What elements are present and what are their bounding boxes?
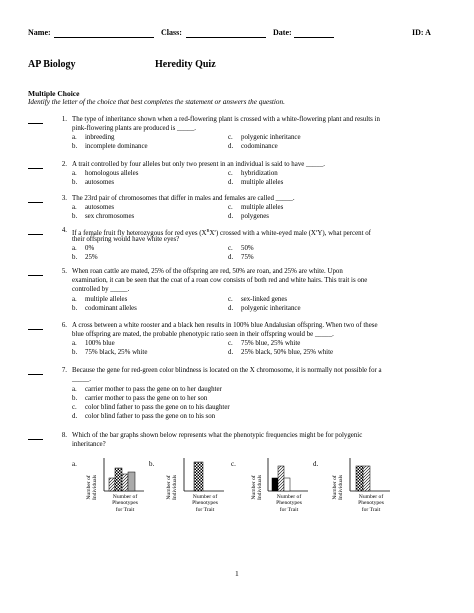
answer-blank[interactable]: [28, 202, 43, 203]
bar: [284, 478, 290, 491]
graph-a-chart: [104, 458, 144, 492]
question-number: 7.: [61, 367, 67, 374]
graph-d-ylabel: Number of Individuals: [332, 474, 345, 500]
choice-d[interactable]: d. 25% black, 50% blue, 25% white: [228, 349, 334, 356]
graph-a-ylabel: Number of Individuals: [86, 474, 99, 500]
answer-blank[interactable]: [28, 123, 43, 124]
answer-blank[interactable]: [28, 234, 43, 235]
quiz-title: Heredity Quiz: [155, 59, 216, 70]
choice-b[interactable]: b. codominant alleles: [72, 305, 137, 312]
question-stem: Which of the bar graphs shown below represents what the phenotypic frequencies might be for polygenic: [72, 432, 363, 439]
question-stem: controlled by _____.: [72, 286, 130, 293]
question-stem: A trait controlled by four alleles but only two present in an individual is said to have _____.: [72, 161, 325, 168]
choice-c[interactable]: c. 75% blue, 25% white: [228, 340, 301, 347]
choice-c[interactable]: c. multiple alleles: [228, 204, 284, 211]
bar: [109, 478, 115, 491]
choice-c[interactable]: c. color blind father to pass the gene on to his daughter: [72, 404, 230, 411]
question-stem: When roan cattle are mated, 25% of the offspring are red, 50% are roan, and 25% are white. Upon: [72, 268, 343, 275]
answer-blank[interactable]: [28, 329, 43, 330]
bar: [122, 474, 128, 491]
question-stem: pink-flowering plants are produced is _____.: [72, 125, 197, 132]
question-stem: The 23rd pair of chromosomes that differ in males and females are called _____.: [72, 195, 295, 202]
course-title: AP Biology: [28, 59, 76, 70]
choice-d[interactable]: d. 75%: [228, 254, 254, 261]
id-label: ID: A: [412, 28, 431, 37]
graph-c-letter[interactable]: c.: [231, 460, 236, 468]
bar: [115, 468, 122, 491]
question-number: 2.: [61, 161, 67, 168]
instructions: Identify the letter of the choice that best completes the statement or answers the question.: [28, 98, 285, 106]
question-stem: inheritance?: [72, 441, 106, 448]
graph-b-ylabel: Number of Individuals: [166, 474, 179, 500]
choice-a[interactable]: a. 100% blue: [72, 340, 115, 347]
choice-b[interactable]: b. incomplete dominance: [72, 143, 148, 150]
choice-c[interactable]: c. sex-linked genes: [228, 296, 288, 303]
date-line[interactable]: [294, 37, 334, 38]
question-number: 3.: [61, 195, 67, 202]
question-stem: blue offspring are mated, the probable phenotypic ratio seen in their offspring would be _____.: [72, 331, 334, 338]
bar: [278, 466, 284, 491]
question-number: 6.: [61, 322, 67, 329]
choice-c[interactable]: c. hybridization: [228, 170, 278, 177]
graph-b-chart: [184, 458, 224, 492]
choice-c[interactable]: c. polygenic inheritance: [228, 134, 301, 141]
section-heading: Multiple Choice: [28, 89, 80, 98]
choice-d[interactable]: d. codominance: [228, 143, 278, 150]
choice-b[interactable]: b. 25%: [72, 254, 98, 261]
question-stem: _____.: [72, 376, 91, 383]
bar: [272, 478, 278, 491]
question-stem: their offspring would have white eyes?: [72, 236, 180, 243]
bar: [356, 466, 363, 491]
graph-a-letter[interactable]: a.: [72, 460, 77, 468]
choice-b[interactable]: b. autosomes: [72, 179, 115, 186]
graph-d-chart: [350, 458, 390, 492]
question-stem: A cross between a white rooster and a black hen results in 100% blue Andalusian offspring. When two of these: [72, 322, 378, 329]
question-number: 1.: [61, 116, 67, 123]
graph-a-xlabel: Number of Phenotypes for Trait: [112, 494, 138, 513]
choice-b[interactable]: b. 75% black, 25% white: [72, 349, 148, 356]
question-stem: Because the gene for red-green color blindness is located on the X chromosome, it is normally not possible for a: [72, 367, 382, 374]
bar: [363, 466, 370, 491]
choice-c[interactable]: c. 50%: [228, 245, 254, 252]
answer-blank[interactable]: [28, 275, 43, 276]
answer-blank[interactable]: [28, 168, 43, 169]
choice-a[interactable]: a. carrier mother to pass the gene on to her daughter: [72, 386, 222, 393]
bar: [194, 462, 203, 491]
graph-c-xlabel: Number of Phenotypes for Trait: [276, 494, 302, 513]
question-number: 8.: [61, 432, 67, 439]
graph-b-xlabel: Number of Phenotypes for Trait: [192, 494, 218, 513]
choice-d[interactable]: d. polygenes: [228, 213, 269, 220]
graph-b-letter[interactable]: b.: [149, 460, 155, 468]
question-number: 5.: [61, 268, 67, 275]
choice-a[interactable]: a. multiple alleles: [72, 296, 128, 303]
choice-a[interactable]: a. 0%: [72, 245, 95, 252]
choice-b[interactable]: b. sex chromosomes: [72, 213, 135, 220]
choice-d[interactable]: d. polygenic inheritance: [228, 305, 301, 312]
page-number: 1: [235, 569, 239, 578]
choice-d[interactable]: d. color blind father to pass the gene on to his son: [72, 413, 216, 420]
choice-a[interactable]: a. homologous alleles: [72, 170, 139, 177]
question-stem: examination, it can be seen that the coat of a roan cow consists of both red and white hairs. This trait is one: [72, 277, 368, 284]
answer-blank[interactable]: [28, 439, 43, 440]
bar: [128, 472, 135, 491]
choice-b[interactable]: b. carrier mother to pass the gene on to her son: [72, 395, 208, 402]
name-line[interactable]: [54, 37, 154, 38]
choice-d[interactable]: d. multiple alleles: [228, 179, 284, 186]
date-label: Date:: [273, 28, 292, 37]
graph-d-xlabel: Number of Phenotypes for Trait: [358, 494, 384, 513]
answer-blank[interactable]: [28, 374, 43, 375]
choice-a[interactable]: a. autosomes: [72, 204, 115, 211]
graph-c-ylabel: Number of Individuals: [251, 474, 264, 500]
name-label: Name:: [28, 28, 51, 37]
graph-c-chart: [268, 458, 308, 492]
question-stem: The type of inheritance shown when a red-flowering plant is crossed with a white-flowering plant and results in: [72, 116, 380, 123]
choice-a[interactable]: a. inbreeding: [72, 134, 115, 141]
class-label: Class:: [161, 28, 182, 37]
question-number: 4.: [61, 227, 67, 234]
graph-d-letter[interactable]: d.: [313, 460, 319, 468]
class-line[interactable]: [186, 37, 266, 38]
question-stem: If a female fruit fly heterozygous for red eyes $(X^RX^r)$ crossed with a white-eyed male $(X^rY)$, what percent of: [72, 228, 371, 237]
